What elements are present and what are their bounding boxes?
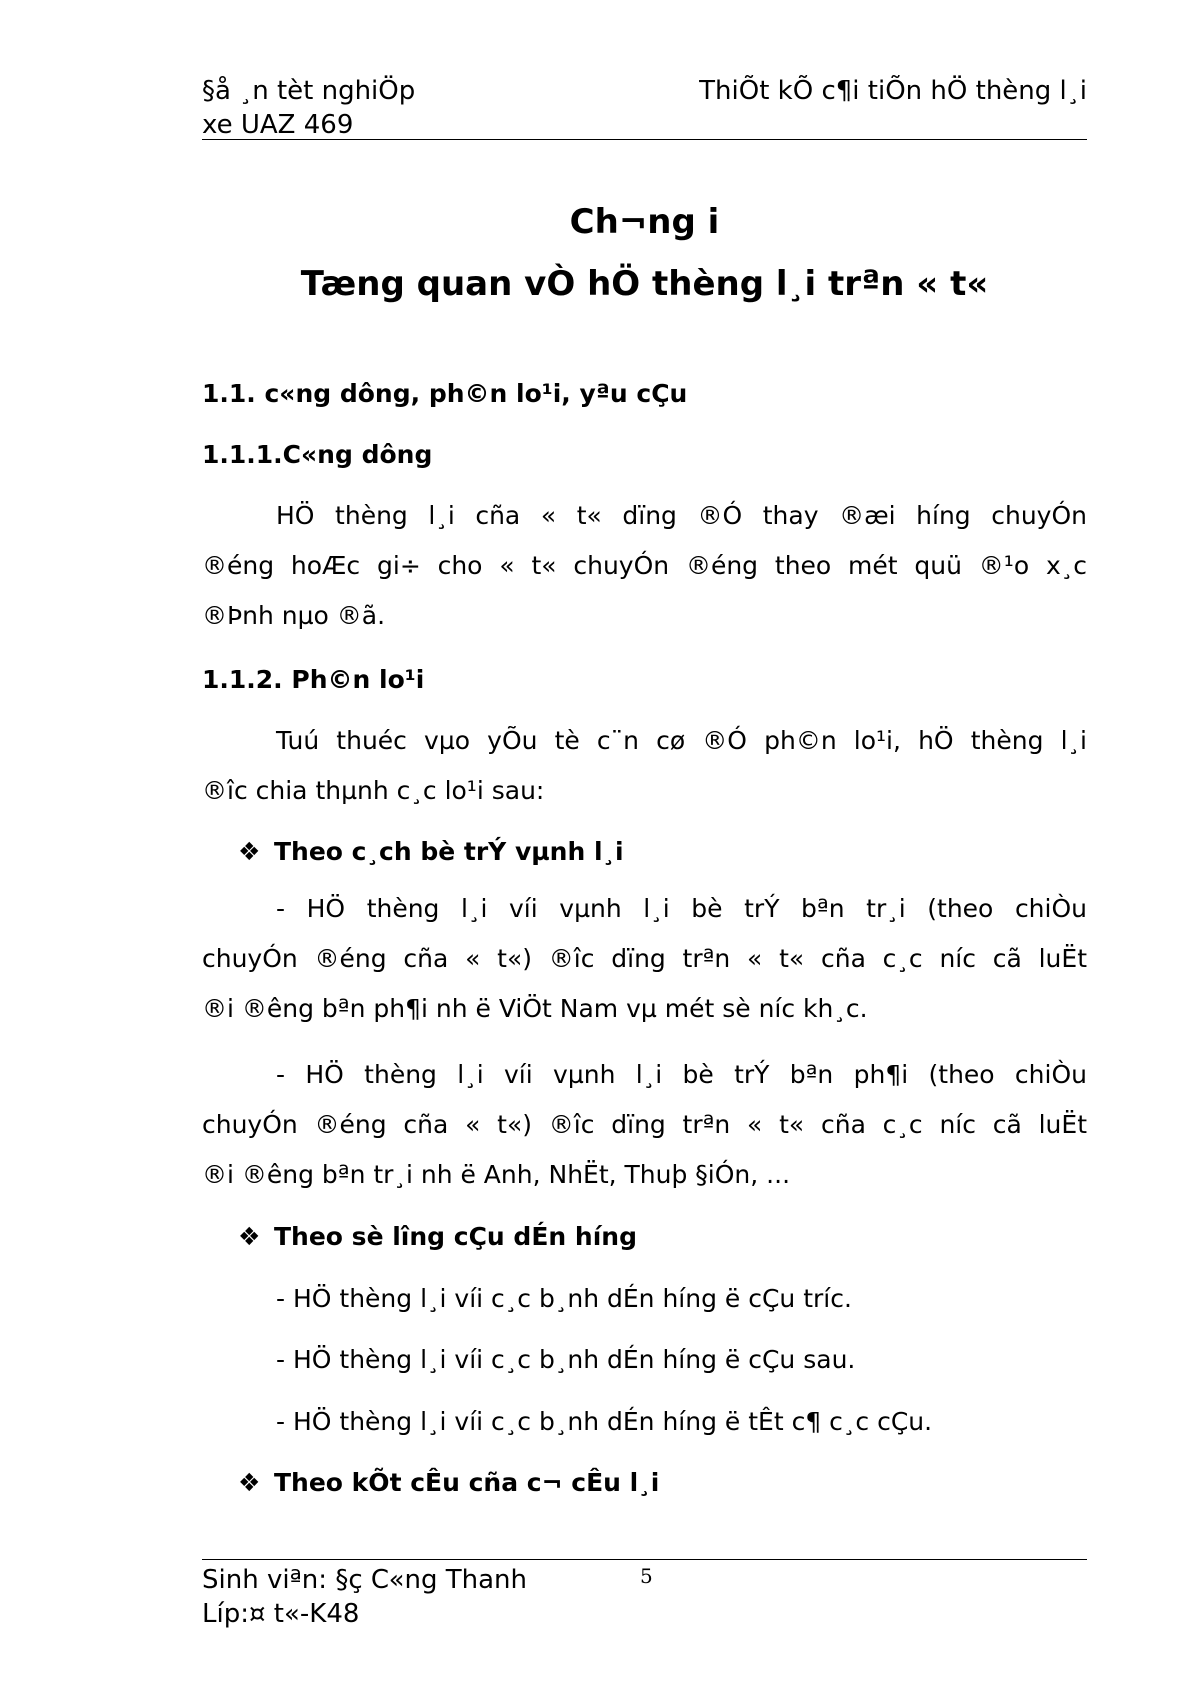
section-heading-1-1: 1.1. c«ng dông, ph©n lo¹i, yªu cÇu — [202, 379, 688, 408]
paragraph-line: HÖ thèng l¸i cña « t« dïng ®Ó thay ®æi híng chuyÓn — [276, 501, 1087, 530]
section-heading-1-1-1: 1.1.1.C«ng dông — [202, 440, 433, 469]
section-heading-1-1-2: 1.1.2. Ph©n lo¹i — [202, 665, 425, 694]
diamond-bullet-icon: ❖ — [238, 1222, 261, 1251]
header-document-type: §å ¸n tèt nghiÖp — [202, 76, 416, 106]
list-item-front-axle: - HÖ thèng l¸i víi c¸c b¸nh dÉn híng ë cÇu tríc. — [276, 1284, 852, 1313]
bullet-heading-steering-position — [238, 835, 624, 869]
header-rule — [202, 139, 1087, 140]
paragraph-function — [202, 491, 1087, 641]
bullet-heading-gear-structure — [238, 1466, 659, 1500]
paragraph-line: Tuú thuéc vµo yÕu tè c¨n cø ®Ó ph©n lo¹i, hÖ thèng l¸i — [276, 726, 1087, 755]
paragraph-line: ®éng hoÆc gi÷ cho « t« chuyÓn ®éng theo mét quü ®¹o x¸c — [202, 551, 1087, 580]
list-item-all-axles: - HÖ thèng l¸i víi c¸c b¸nh dÉn híng ë tÊt c¶ c¸c cÇu. — [276, 1407, 933, 1436]
chapter-title: Tæng quan vÒ hÖ thèng l¸i trªn « t« — [300, 264, 989, 304]
paragraph-line: - HÖ thèng l¸i víi vµnh l¸i bè trÝ bªn ph¶i (theo chiÒu — [276, 1060, 1087, 1089]
paragraph-line: ®i ®êng bªn tr¸i nh ë Anh, NhËt, Thuþ §iÓn, ... — [202, 1160, 791, 1189]
paragraph-line: chuyÓn ®éng cña « t«) ®îc dïng trªn « t« cña c¸c níc cã luËt — [202, 1110, 1087, 1139]
bullet-heading-steered-axles — [238, 1220, 637, 1254]
bullet-label: Theo c¸ch bè trÝ vµnh l¸i — [274, 837, 624, 866]
paragraph-line: ®Þnh nµo ®ã. — [202, 601, 386, 630]
header-vehicle: xe UAZ 469 — [202, 110, 354, 140]
header-topic: ThiÕt kÕ c¶i tiÕn hÖ thèng l¸i — [699, 76, 1087, 106]
paragraph-line: - HÖ thèng l¸i víi vµnh l¸i bè trÝ bªn tr¸i (theo chiÒu — [276, 894, 1087, 923]
paragraph-right-hand-drive — [202, 1050, 1087, 1200]
paragraph-line: chuyÓn ®éng cña « t«) ®îc dïng trªn « t« cña c¸c níc cã luËt — [202, 944, 1087, 973]
footer-rule — [202, 1559, 1087, 1560]
page-number: 5 — [640, 1564, 653, 1588]
footer-info — [202, 1563, 527, 1631]
header-left — [202, 74, 415, 142]
diamond-bullet-icon: ❖ — [238, 1468, 261, 1497]
footer-class: Líp:¤ t«-K48 — [202, 1599, 360, 1629]
diamond-bullet-icon: ❖ — [238, 837, 261, 866]
list-item-rear-axle: - HÖ thèng l¸i víi c¸c b¸nh dÉn híng ë cÇu sau. — [276, 1345, 856, 1374]
footer-student: Sinh viªn: §ç C«ng Thanh — [202, 1565, 527, 1595]
bullet-label: Theo sè lîng cÇu dÉn híng — [274, 1222, 637, 1251]
paragraph-line: ®i ®êng bªn ph¶i nh ë ViÖt Nam vµ mét sè níc kh¸c. — [202, 994, 868, 1023]
paragraph-left-hand-drive — [202, 884, 1087, 1034]
paragraph-classification-intro — [202, 716, 1087, 816]
paragraph-line: ®îc chia thµnh c¸c lo¹i sau: — [202, 776, 545, 805]
chapter-number: Ch¬ng i — [569, 202, 720, 242]
bullet-label: Theo kÕt cÊu cña c¬ cÊu l¸i — [274, 1468, 660, 1497]
